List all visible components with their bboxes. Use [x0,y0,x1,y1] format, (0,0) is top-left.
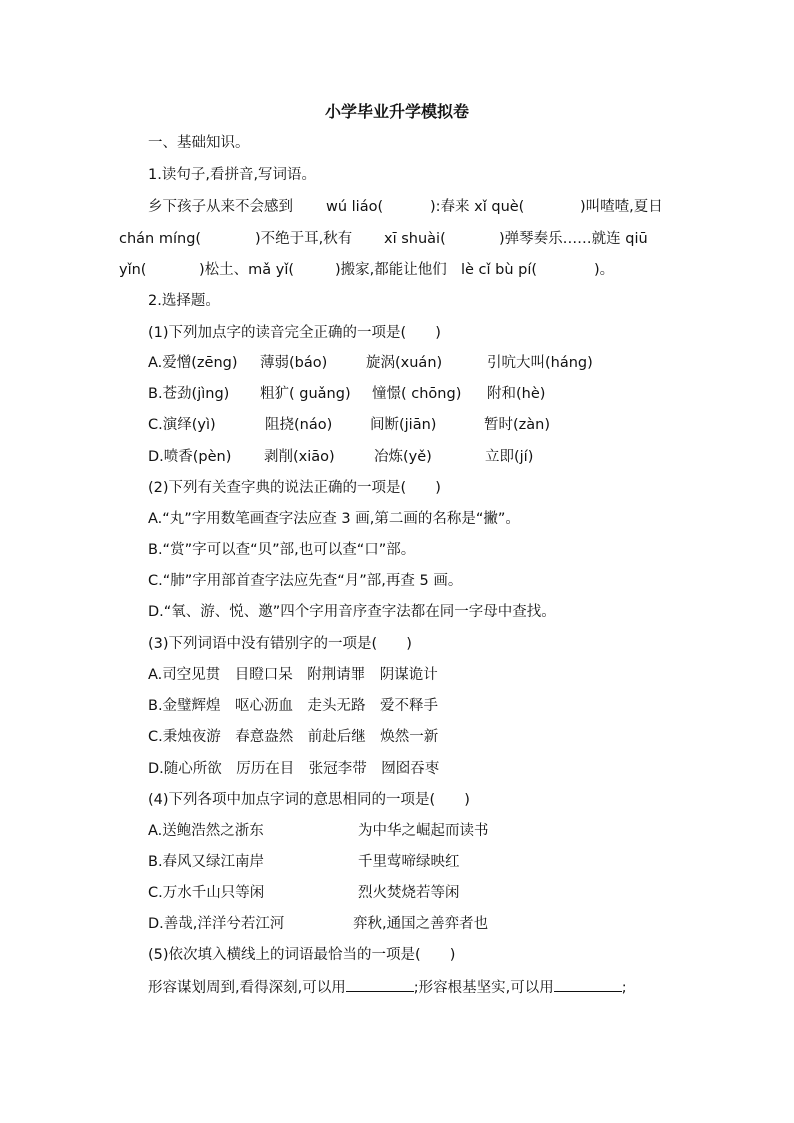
option-item: 冶炼(yě) [374,449,432,465]
pinyin-prompt: ):春来 xǐ què( [430,199,525,215]
q1-heading: 1.读句子,看拼音,写词语。 [148,167,317,183]
pinyin-prompt: chán míng( [119,231,202,247]
pinyin-prompt: lè cǐ bù pí( [461,262,538,278]
option-item: D.善哉,洋洋兮若江河 [148,916,285,932]
fill-in-text: ;形容根基坚实,可以用 [413,980,554,996]
option-row [148,882,568,904]
subquestion-3-stem: (3)下列词语中没有错别字的一项是( ) [148,636,412,652]
option-item: 立即(jí) [485,449,534,465]
option-item: B.春风又绿江南岸 [148,854,265,870]
option-row [148,352,648,374]
option-item: 阻挠(náo) [265,417,333,433]
subquestion-2-stem: (2)下列有关查字典的说法正确的一项是( ) [148,480,441,496]
option-row [148,913,568,935]
q1-text: )松土、mǎ yǐ( [199,262,295,278]
option-item: A.司空见贯 目瞪口呆 附荆请罪 阴谋诡计 [148,667,438,683]
option-item: C.秉烛夜游 春意盎然 前赴后继 焕然一新 [148,729,439,745]
option-item: 引吭大叫(háng) [487,355,593,371]
option-item: C.演绎(yì) [148,417,216,433]
option-item: 烈火焚烧若等闲 [358,885,460,901]
option-item: D.“氧、游、悦、邀”四个字用音序查字法都在同一字母中查找。 [148,604,556,620]
option-item: B.苍劲(jìng) [148,386,230,402]
option-row [148,383,648,405]
section-heading: 一、基础知识。 [148,135,250,151]
option-item: 附和(hè) [487,386,546,402]
answer-blank[interactable] [346,975,414,992]
option-item: 间断(jiān) [370,417,437,433]
q1-text: 乡下孩子从来不会感到 [148,199,293,215]
pinyin-prompt: xī shuài( [384,231,446,247]
page-title: 小学毕业升学模拟卷 [324,102,469,121]
pinyin-prompt: yǐn( [119,262,147,278]
option-row [148,851,568,873]
q1-text: )。 [594,262,615,278]
option-item: 薄弱(báo) [260,355,328,371]
option-item: 千里莺啼绿映红 [358,854,460,870]
q1-text: )不绝于耳,秋有 [255,231,353,247]
option-row [148,414,648,436]
q1-line-3 [119,259,639,281]
fill-in-text: ; [621,980,627,996]
option-item: B.金璧辉煌 呕心沥血 走头无路 爱不释手 [148,698,439,714]
option-item: 剥削(xiāo) [264,449,335,465]
subquestion-1-stem: (1)下列加点字的读音完全正确的一项是( ) [148,325,441,341]
q1-line-2 [119,228,679,250]
option-row [148,820,568,842]
subquestion-5-stem: (5)依次填入横线上的词语最恰当的一项是( ) [148,947,456,963]
option-item: A.送鲍浩然之浙东 [148,823,264,839]
option-item: D.喷香(pèn) [148,449,232,465]
option-row [148,446,648,468]
q1-text: )搬家,都能让他们 [335,262,447,278]
option-item: 暂时(zàn) [484,417,551,433]
q1-text: )叫喳喳,夏日 [580,199,663,215]
option-item: 为中华之崛起而读书 [358,823,489,839]
option-item: D.随心所欲 厉历在目 张冠李带 囫囵吞枣 [148,761,440,777]
q1-text: )弹琴奏乐……就连 qiū [499,231,648,247]
fill-in-line [148,975,627,999]
option-item: A.爱憎(zēng) [148,355,238,371]
option-item: B.“赏”字可以查“贝”部,也可以查“口”部。 [148,542,416,558]
option-item: C.万水千山只等闲 [148,885,265,901]
q1-line-1 [148,196,668,218]
option-item: 弈秋,通国之善弈者也 [353,916,489,932]
pinyin-prompt: wú liáo( [326,199,384,215]
option-item: A.“丸”字用数笔画查字法应查 3 画,第二画的名称是“撇”。 [148,511,520,527]
q2-heading: 2.选择题。 [148,293,220,309]
option-item: 粗犷( guǎng) [260,386,351,402]
option-item: 旋涡(xuán) [366,355,443,371]
fill-in-text: 形容谋划周到,看得深刻,可以用 [148,980,346,996]
option-item: 憧憬( chōng) [372,386,462,402]
option-item: C.“肺”字用部首查字法应先查“月”部,再查 5 画。 [148,573,463,589]
answer-blank[interactable] [554,975,622,992]
subquestion-4-stem: (4)下列各项中加点字词的意思相同的一项是( ) [148,792,470,808]
